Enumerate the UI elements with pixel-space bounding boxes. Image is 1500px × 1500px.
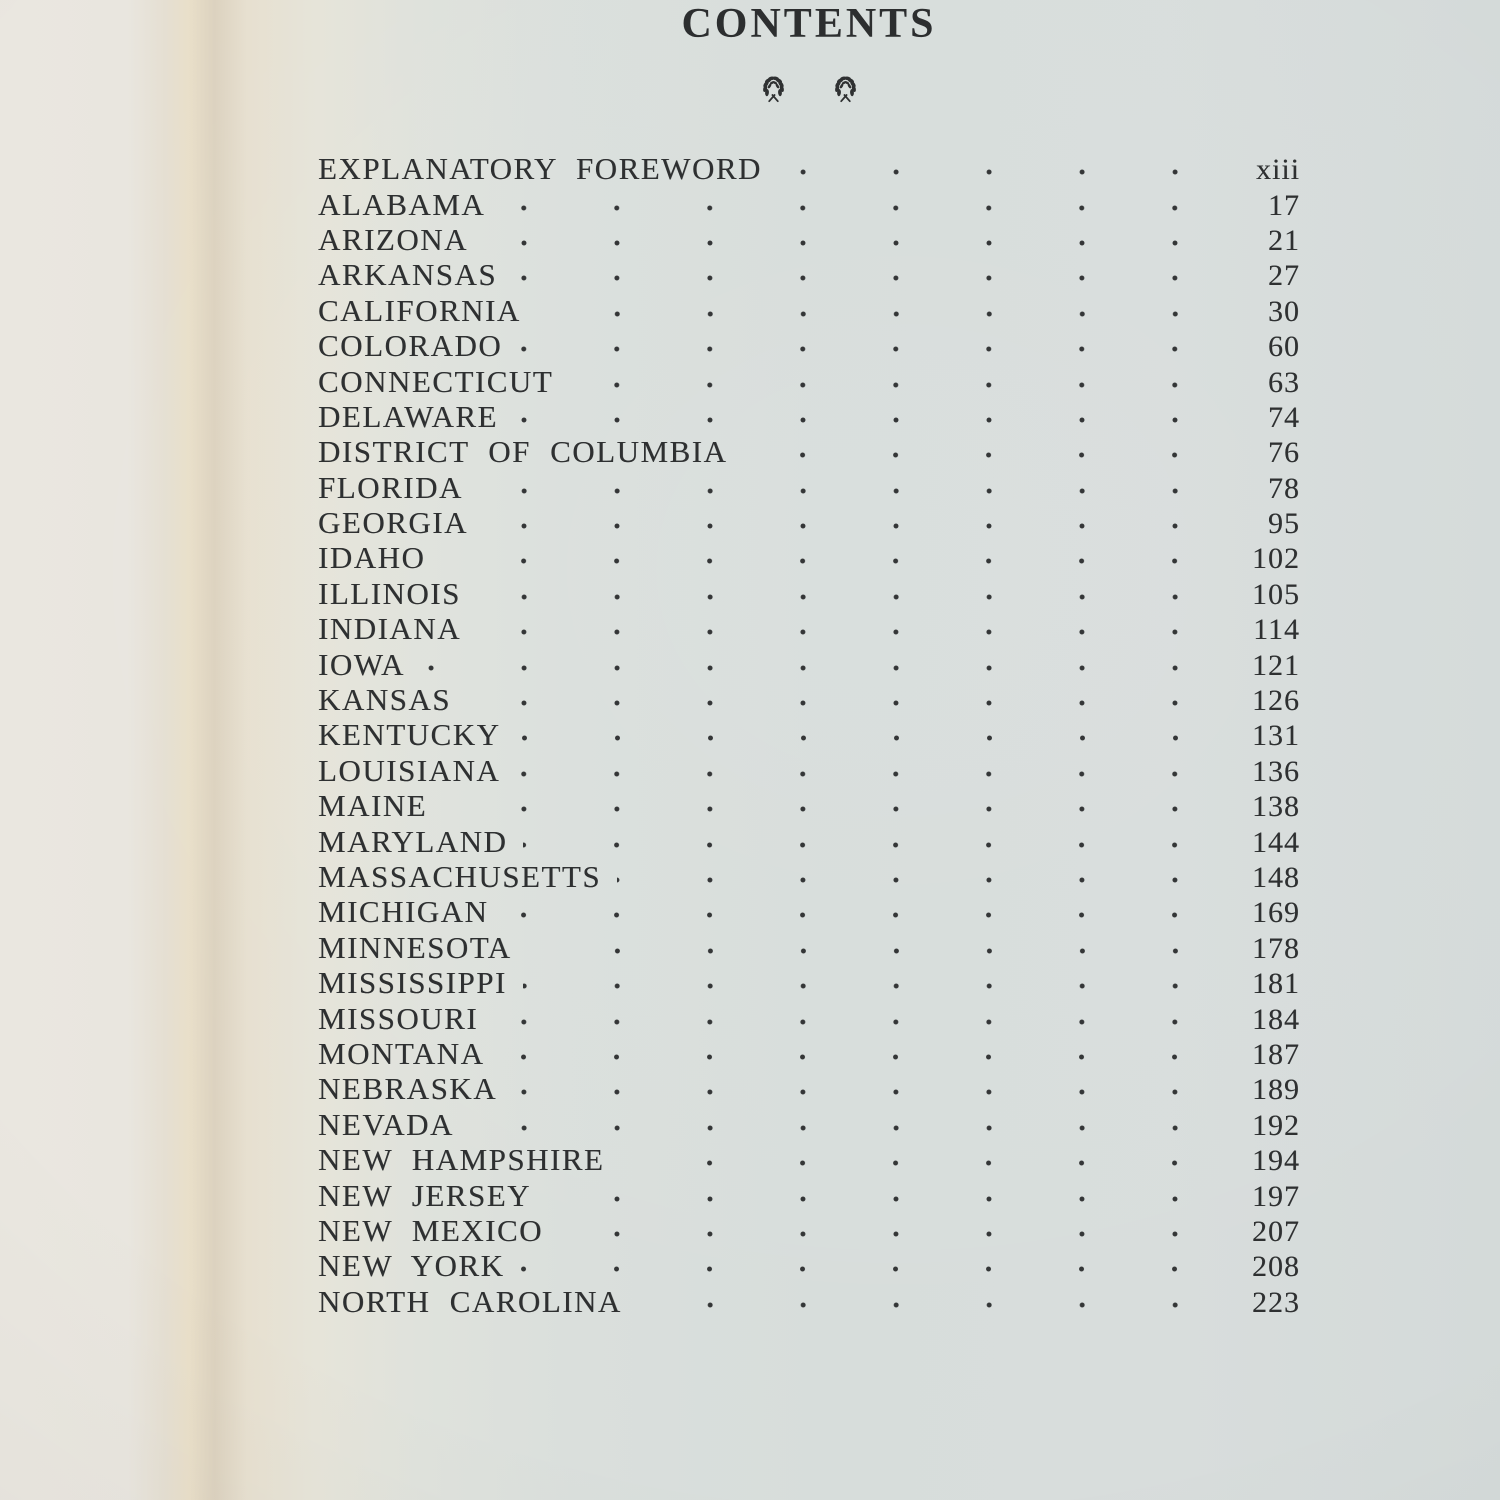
laurel-wreath-icon — [832, 74, 859, 103]
toc-entry-label: LOUISIANA — [318, 752, 501, 788]
toc-entry-page: 192 — [1252, 1108, 1300, 1142]
toc-entry-page: 194 — [1252, 1144, 1300, 1178]
dot-leader — [501, 187, 1236, 222]
dot-leader — [513, 257, 1236, 292]
dot-leader — [504, 894, 1236, 929]
toc-entry-page: 138 — [1252, 790, 1300, 824]
toc-row — [318, 753, 1300, 788]
toc-row — [318, 257, 1300, 292]
dot-leader — [523, 824, 1236, 859]
toc-entry-page: 102 — [1252, 542, 1300, 576]
dot-leader — [517, 717, 1237, 752]
toc-row — [318, 611, 1300, 646]
toc-entry-page: 27 — [1268, 259, 1300, 293]
toc-entry-label: NORTH CAROLINA — [318, 1283, 622, 1319]
dot-leader — [620, 1142, 1236, 1177]
laurel-wreath-icon — [760, 74, 787, 103]
toc-entry-label: MONTANA — [318, 1035, 485, 1071]
toc-entry-page: 126 — [1252, 684, 1300, 718]
toc-row — [318, 965, 1300, 1000]
toc-entry-label: NEW HAMPSHIRE — [318, 1142, 605, 1178]
toc-entry-label: NEW JERSEY — [318, 1177, 532, 1213]
toc-entry-label: NEVADA — [318, 1106, 454, 1142]
toc-entry-label: ARIZONA — [318, 221, 468, 257]
toc-row — [318, 1107, 1300, 1142]
toc-entry-page: 144 — [1252, 825, 1300, 859]
toc-row — [318, 894, 1300, 929]
toc-entry-label: IOWA — [318, 646, 405, 682]
toc-row — [318, 1284, 1300, 1319]
toc-row — [318, 682, 1300, 717]
toc-entry-label: MASSACHUSETTS — [318, 859, 602, 894]
toc-entry-label: MARYLAND — [318, 823, 508, 859]
toc-entry-label: MISSOURI — [318, 1000, 479, 1036]
toc-entry-label: INDIANA — [318, 611, 462, 647]
toc-entry-label: NEBRASKA — [318, 1071, 498, 1107]
toc-entry-page: 78 — [1268, 471, 1300, 505]
toc-row — [318, 328, 1300, 363]
toc-row — [318, 1213, 1300, 1248]
dot-leader — [520, 1248, 1236, 1283]
toc-entry-page: 95 — [1268, 507, 1300, 541]
toc-row — [318, 1248, 1300, 1283]
toc-row — [318, 222, 1300, 257]
dot-leader — [569, 364, 1236, 399]
toc-row — [318, 717, 1300, 752]
toc-row — [318, 859, 1300, 894]
toc-entry-page: 181 — [1252, 967, 1300, 1001]
toc-entry-page: 121 — [1252, 648, 1300, 682]
toc-entry-label: MISSISSIPPI — [318, 965, 507, 1001]
toc-entry-label: MICHIGAN — [318, 894, 489, 930]
toc-entry-label: DELAWARE — [318, 398, 498, 434]
toc-entry-page: 17 — [1268, 188, 1300, 222]
toc-entry-label: KANSAS — [318, 682, 452, 718]
toc-entry-page: 169 — [1252, 896, 1300, 930]
dot-leader — [743, 434, 1236, 469]
dot-leader — [477, 576, 1236, 611]
dot-leader — [617, 859, 1236, 894]
toc-entry-page: 208 — [1252, 1250, 1300, 1284]
toc-entry-label: ARKANSAS — [318, 257, 498, 293]
toc-row — [318, 930, 1300, 965]
toc-row — [318, 364, 1300, 399]
dot-leader — [513, 1071, 1236, 1106]
toc-entry-page: 189 — [1252, 1073, 1300, 1107]
toc-entry-page: 148 — [1252, 861, 1300, 894]
toc-row — [318, 540, 1300, 575]
toc-entry-page: 207 — [1252, 1214, 1300, 1248]
toc-entry-label: MINNESOTA — [318, 929, 512, 965]
toc-entry-label: COLORADO — [318, 328, 503, 364]
dot-leader — [484, 222, 1236, 257]
dot-leader — [477, 611, 1236, 646]
toc-entry-page: 76 — [1268, 436, 1300, 470]
toc-row — [318, 470, 1300, 505]
toc-entry-label: NEW MEXICO — [318, 1212, 544, 1248]
toc-entry-page: 60 — [1268, 330, 1300, 364]
toc-entry-label: DISTRICT OF COLUMBIA — [318, 434, 728, 470]
toc-entry-label: FLORIDA — [318, 469, 463, 505]
toc-entry-page: 178 — [1252, 931, 1300, 965]
contents-page — [318, 0, 1300, 1319]
dot-leader — [500, 1036, 1236, 1071]
toc-row — [318, 576, 1300, 611]
toc-entry-label: GEORGIA — [318, 505, 468, 541]
dot-leader — [421, 647, 1236, 682]
toc-entry-label: CONNECTICUT — [318, 363, 554, 399]
toc-entry-page: 136 — [1252, 754, 1300, 788]
dot-leader — [638, 1284, 1236, 1319]
toc-row — [318, 399, 1300, 434]
toc-row — [318, 187, 1300, 222]
toc-entry-label: MAINE — [318, 788, 428, 824]
toc-entry-page: 30 — [1268, 294, 1300, 328]
toc-entry-label: EXPLANATORY FOREWORD — [318, 151, 762, 187]
toc-row — [318, 293, 1300, 328]
toc-list — [318, 151, 1300, 1319]
toc-entry-page: 187 — [1252, 1037, 1300, 1071]
toc-row — [318, 1142, 1300, 1177]
toc-entry-page: 105 — [1252, 577, 1300, 611]
toc-row — [318, 1001, 1300, 1036]
dot-leader — [441, 540, 1236, 575]
toc-entry-label: ALABAMA — [318, 186, 486, 222]
toc-entry-label: IDAHO — [318, 540, 426, 576]
dot-leader — [516, 753, 1236, 788]
toc-entry-page: 63 — [1268, 365, 1300, 399]
page-title: CONTENTS — [681, 1, 937, 47]
dot-leader — [467, 682, 1236, 717]
dot-leader — [528, 930, 1236, 965]
toc-row — [318, 788, 1300, 823]
dot-leader — [547, 1178, 1236, 1213]
toc-row — [318, 434, 1300, 469]
dot-leader — [523, 965, 1236, 1000]
toc-entry-page: 114 — [1253, 613, 1300, 647]
toc-entry-page: 131 — [1252, 719, 1300, 753]
toc-entry-page: 21 — [1268, 223, 1300, 257]
toc-row — [318, 824, 1300, 859]
toc-entry-page: 223 — [1252, 1285, 1300, 1319]
toc-row — [318, 151, 1300, 186]
toc-entry-label: CALIFORNIA — [318, 292, 521, 328]
toc-entry-page: 74 — [1268, 400, 1300, 434]
dot-leader — [470, 1107, 1236, 1142]
toc-row — [318, 1036, 1300, 1071]
dot-leader — [518, 328, 1236, 363]
toc-entry-page: xiii — [1255, 153, 1300, 187]
toc-entry-label: KENTUCKY — [318, 717, 501, 753]
dot-leader — [514, 399, 1236, 434]
toc-entry-page: 197 — [1252, 1179, 1300, 1213]
dot-leader — [559, 1213, 1236, 1248]
toc-row — [318, 647, 1300, 682]
dot-leader — [778, 151, 1236, 186]
toc-entry-page: 184 — [1252, 1002, 1300, 1036]
toc-entry-label: NEW YORK — [318, 1248, 505, 1284]
dot-leader — [484, 505, 1236, 540]
toc-row — [318, 1178, 1300, 1213]
dot-leader — [479, 470, 1236, 505]
toc-row — [318, 505, 1300, 540]
ornament-row — [318, 73, 1300, 103]
dot-leader — [494, 1001, 1236, 1036]
dot-leader — [537, 293, 1236, 328]
toc-row — [318, 1071, 1300, 1106]
toc-entry-label: ILLINOIS — [318, 575, 461, 611]
dot-leader — [443, 788, 1236, 823]
